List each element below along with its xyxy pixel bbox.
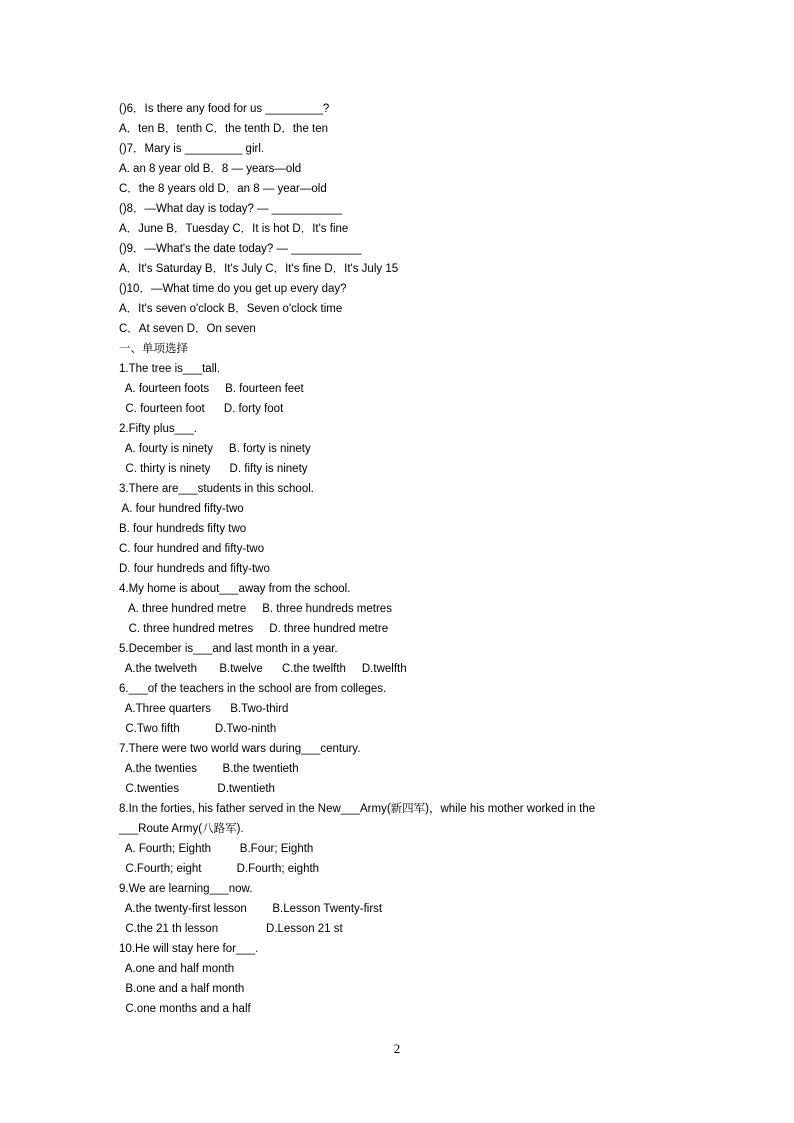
text-line: ()10．—What time do you get up every day?	[119, 283, 347, 295]
text-line: A．June B．Tuesday C．It is hot D．It's fine	[119, 223, 349, 235]
text-line: A.Three quarters B.Two-third	[119, 703, 289, 715]
text-line: A．It's Saturday B．It's July C．It's fine D．It's July 15	[119, 263, 399, 275]
text-line: 9.We are learning___now.	[119, 883, 253, 895]
text-line: ___Route Army(八路军).	[119, 823, 244, 835]
text-line: A．ten B．tenth C．the tenth D．the ten	[119, 123, 329, 135]
text-line: A. Fourth; Eighth B.Four; Eighth	[119, 843, 314, 855]
text-line: A．It's seven o'clock B．Seven o'clock time	[119, 303, 343, 315]
text-line: 8.In the forties, his father served in the New___Army(新四军)，while his mother worked in the	[119, 803, 596, 815]
text-line: C.Fourth; eight D.Fourth; eighth	[119, 863, 320, 875]
text-line: B.one and a half month	[119, 983, 245, 995]
text-line: 5.December is___and last month in a year.	[119, 643, 338, 655]
text-line: 3.There are___students in this school.	[119, 483, 314, 495]
text-line: ()7．Mary is _________ girl.	[119, 143, 265, 155]
text-line: C．the 8 years old D．an 8 — year—old	[119, 183, 327, 195]
text-line: ()9．—What's the date today? — ___________	[119, 243, 362, 255]
text-line: 10.He will stay here for___.	[119, 943, 259, 955]
text-line: C. four hundred and fifty-two	[119, 543, 265, 555]
text-line: ()8．—What day is today? — ___________	[119, 203, 343, 215]
text-line: C. thirty is ninety D. fifty is ninety	[119, 463, 308, 475]
text-line: C.the 21 th lesson D.Lesson 21 st	[119, 923, 343, 935]
document-body	[119, 99, 679, 1019]
text-line: A.one and half month	[119, 963, 235, 975]
text-line: A.the twelveth B.twelve C.the twelfth D.twelfth	[119, 663, 407, 675]
text-line: ()6．Is there any food for us _________?	[119, 103, 330, 115]
text-line: C.one months and a half	[119, 1003, 251, 1015]
text-line: C.Two fifth D.Two-ninth	[119, 723, 277, 735]
text-line: D. four hundreds and fifty-two	[119, 563, 270, 575]
text-line: C.twenties D.twentieth	[119, 783, 275, 795]
text-line: A.the twenties B.the twentieth	[119, 763, 299, 775]
text-line: 2.Fifty plus___.	[119, 423, 197, 435]
text-line: A. three hundred metre B. three hundreds metres	[119, 603, 392, 615]
text-line: 4.My home is about___away from the school.	[119, 583, 351, 595]
text-line: A. fourty is ninety B. forty is ninety	[119, 443, 311, 455]
page-number: 2	[393, 1041, 401, 1056]
text-line: C．At seven D．On seven	[119, 323, 256, 335]
text-line: A. an 8 year old B．8 — years—old	[119, 163, 302, 175]
text-line: A.the twenty-first lesson B.Lesson Twenty-first	[119, 903, 383, 915]
text-line: B. four hundreds fifty two	[119, 523, 247, 535]
text-line: C. fourteen foot D. forty foot	[119, 403, 284, 415]
text-line: 7.There were two world wars during___century.	[119, 743, 361, 755]
text-line: 一、单项选择	[119, 343, 188, 355]
text-line: 1.The tree is___tall.	[119, 363, 221, 375]
text-line: C. three hundred metres D. three hundred metre	[119, 623, 389, 635]
text-line: A. four hundred fifty-two	[119, 503, 244, 515]
text-line: 6.___of the teachers in the school are from colleges.	[119, 683, 387, 695]
text-line: A. fourteen foots B. fourteen feet	[119, 383, 304, 395]
